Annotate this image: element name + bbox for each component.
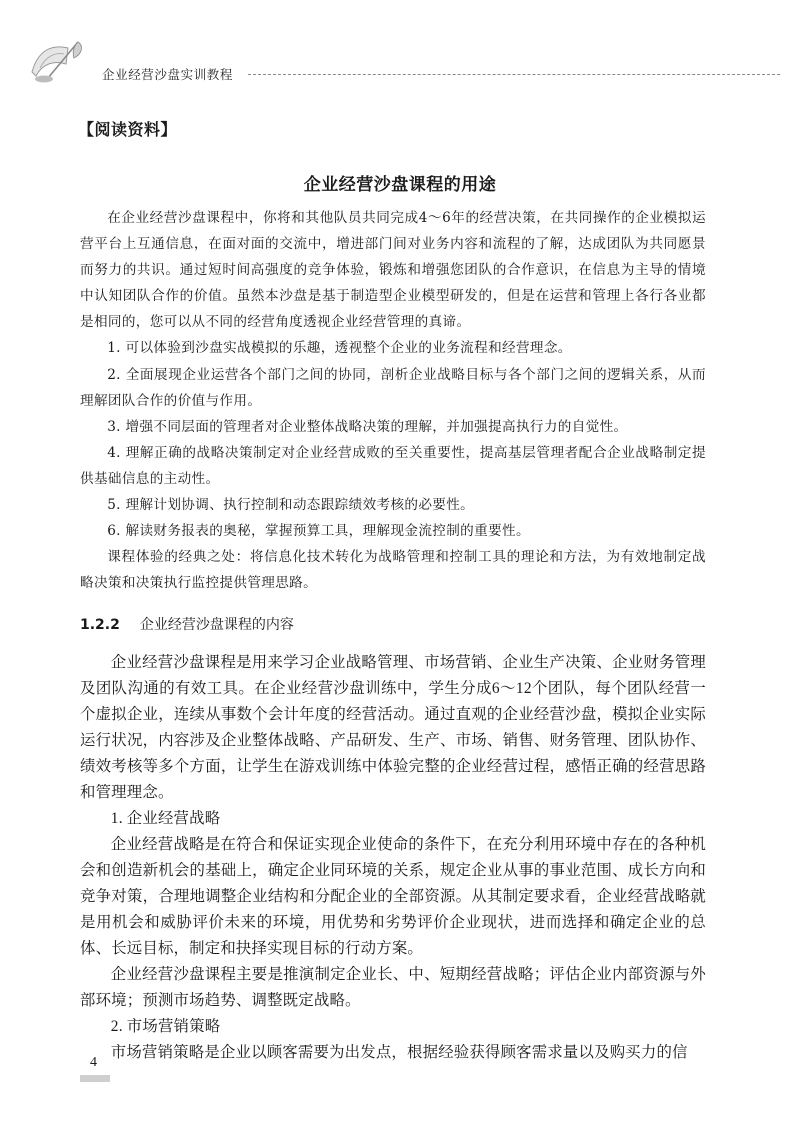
reading-closing-paragraph: 课程体验的经典之处：将信息化技术转化为战略管理和控制工具的理论和方法，为有效地制定战略决策和决策执行监控提供管理思路。 (80, 549, 706, 592)
list-item: 3. 增强不同层面的管理者对企业整体战略决策的理解，并加强提高执行力的自觉性。 (107, 418, 628, 435)
reading-material-label: 【阅读资料】 (78, 120, 178, 139)
list-item: 6. 解读财务报表的奥秘，掌握预算工具，理解现金流控制的重要性。 (107, 523, 530, 540)
reading-intro-paragraph: 在企业经营沙盘课程中，你将和其他队员共同完成4～6年的经营决策，在共同操作的企业模拟运营平台上互通信息，在面对面的交流中，增进部门间对业务内容和流程的了解，达成团队为共同愿景而努力的共识。通过短时间高强度的竞争体验，锻炼和增强您团队的合作意识，在信息为主导的情境中认知团队合作的价值。虽然本沙盘是基于制造型企业模型研发的，但是在运营和管理上各行各业都是相同的，您可以从不同的经营角度透视企业经营管理的真谛。 (80, 210, 706, 331)
list-item: 2. 全面展现企业运营各个部门之间的协同，剖析企业战略目标与各个部门之间的逻辑关系，从而理解团队合作的价值与作用。 (80, 366, 706, 409)
page-number-bar (80, 1075, 110, 1082)
quill-scroll-logo-icon (28, 38, 88, 84)
section-heading (80, 614, 294, 634)
section-body (80, 650, 706, 1066)
subheading-strategy: 1. 企业经营战略 (110, 810, 221, 827)
section-number: 1.2.2 (80, 617, 120, 633)
strategy-paragraph: 企业经营战略是在符合和保证实现企业使命的条件下，在充分利用环境中存在的各种机会和创造新机会的基础上，确定企业同环境的关系，规定企业从事的事业范围、成长方向和竞争对策，合理地调整企业结构和分配企业的全部资源。从其制定要求看，企业经营战略就是用机会和威胁评价未来的环境，用优势和劣势评价企业现状，进而选择和确定企业的总体、长远目标，制定和抉择实现目标的行动方案。 (80, 836, 706, 957)
reading-body (80, 205, 706, 596)
strategy-paragraph-2: 企业经营沙盘课程主要是推演制定企业长、中、短期经营战略；评估企业内部资源与外部环境；预测市场趋势、调整既定战略。 (80, 966, 706, 1009)
page-number: 4 (90, 1055, 97, 1070)
section-title: 企业经营沙盘课程的内容 (139, 617, 294, 633)
running-header-title: 企业经营沙盘实训教程 (102, 67, 234, 82)
list-item: 1. 可以体验到沙盘实战模拟的乐趣，透视整个企业的业务流程和经营理念。 (107, 340, 572, 357)
article-title: 企业经营沙盘课程的用途 (303, 175, 497, 195)
list-item: 4. 理解正确的战略决策制定对企业经营成败的至关重要性，提高基层管理者配合企业战略制定提供基础信息的主动性。 (80, 444, 706, 487)
marketing-paragraph: 市场营销策略是企业以顾客需要为出发点，根据经验获得顾客需求量以及购买力的信 (110, 1044, 688, 1061)
subheading-marketing: 2. 市场营销策略 (110, 1018, 221, 1035)
list-item: 5. 理解计划协调、执行控制和动态跟踪绩效考核的必要性。 (107, 497, 475, 514)
section-intro-paragraph: 企业经营沙盘课程是用来学习企业战略管理、市场营销、企业生产决策、企业财务管理及团队沟通的有效工具。在企业经营沙盘训练中，学生分成6～12个团队，每个团队经营一个虚拟企业，连续从事数个会计年度的经营活动。通过直观的企业经营沙盘，模拟企业实际运行状况，内容涉及企业整体战略、产品研发、生产、市场、销售、财务管理、团队协作、绩效考核等多个方面，让学生在游戏训练中体验完整的企业经营过程，感悟正确的经营思路和管理理念。 (80, 654, 706, 801)
header-divider (248, 74, 780, 75)
